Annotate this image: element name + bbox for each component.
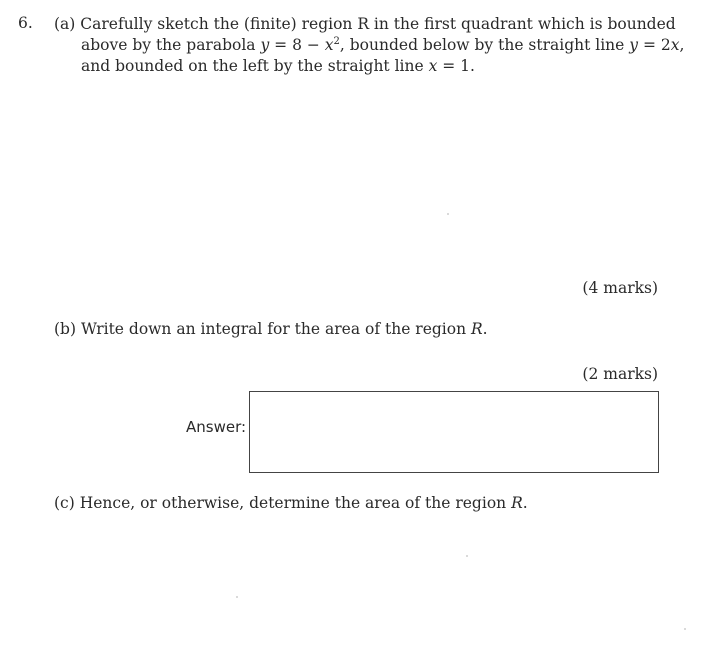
eq-rhs: = 8 − [269,36,325,54]
answer-box[interactable] [249,391,659,473]
question-number: 6. [18,14,33,32]
eq2-var-y: y [629,36,639,54]
eq2-var-x: x [670,36,680,54]
eq-exponent: 2 [333,35,340,47]
scan-speck [447,213,449,215]
part-c-region: R [511,494,523,512]
part-b-body: Write down an integral for the area of the region [80,320,471,338]
part-a-line3-pre: and bounded on the left by the straight line [81,57,429,75]
part-a-line2-mid: , bounded below by the straight line [339,36,630,54]
part-b-marks: (2 marks) [582,365,658,383]
part-a-marks: (4 marks) [582,279,658,297]
part-a-line1: Carefully sketch the (finite) region R in the first quadrant which is bounded [80,15,676,33]
scan-speck [684,628,686,630]
part-a-line-1 [54,14,676,35]
part-a-line-3 [54,56,664,77]
eq2-rhs: = 2 [638,36,671,54]
scan-speck [236,596,238,598]
part-a-text [54,14,685,77]
eq-var-y: y [260,36,270,54]
answer-label: Answer: [186,418,247,436]
eq-var-x: x [324,36,334,54]
part-c-text [54,494,528,512]
eq3-var-x: x [428,57,438,75]
part-a-line2-pre: above by the parabola [81,36,261,54]
part-c-body: Hence, or otherwise, determine the area of the region [79,494,512,512]
eq3-rhs: = 1. [437,57,475,75]
part-c-end: . [522,494,528,512]
scan-speck [466,555,468,557]
part-a-line2-end: , [679,36,685,54]
part-a-line-2 [54,35,685,56]
part-b-text [54,320,488,338]
part-b-region: R [471,320,483,338]
part-c-label: (c) [54,494,75,512]
part-a-label: (a) [54,15,76,33]
part-b-label: (b) [54,320,77,338]
part-b-end: . [482,320,488,338]
